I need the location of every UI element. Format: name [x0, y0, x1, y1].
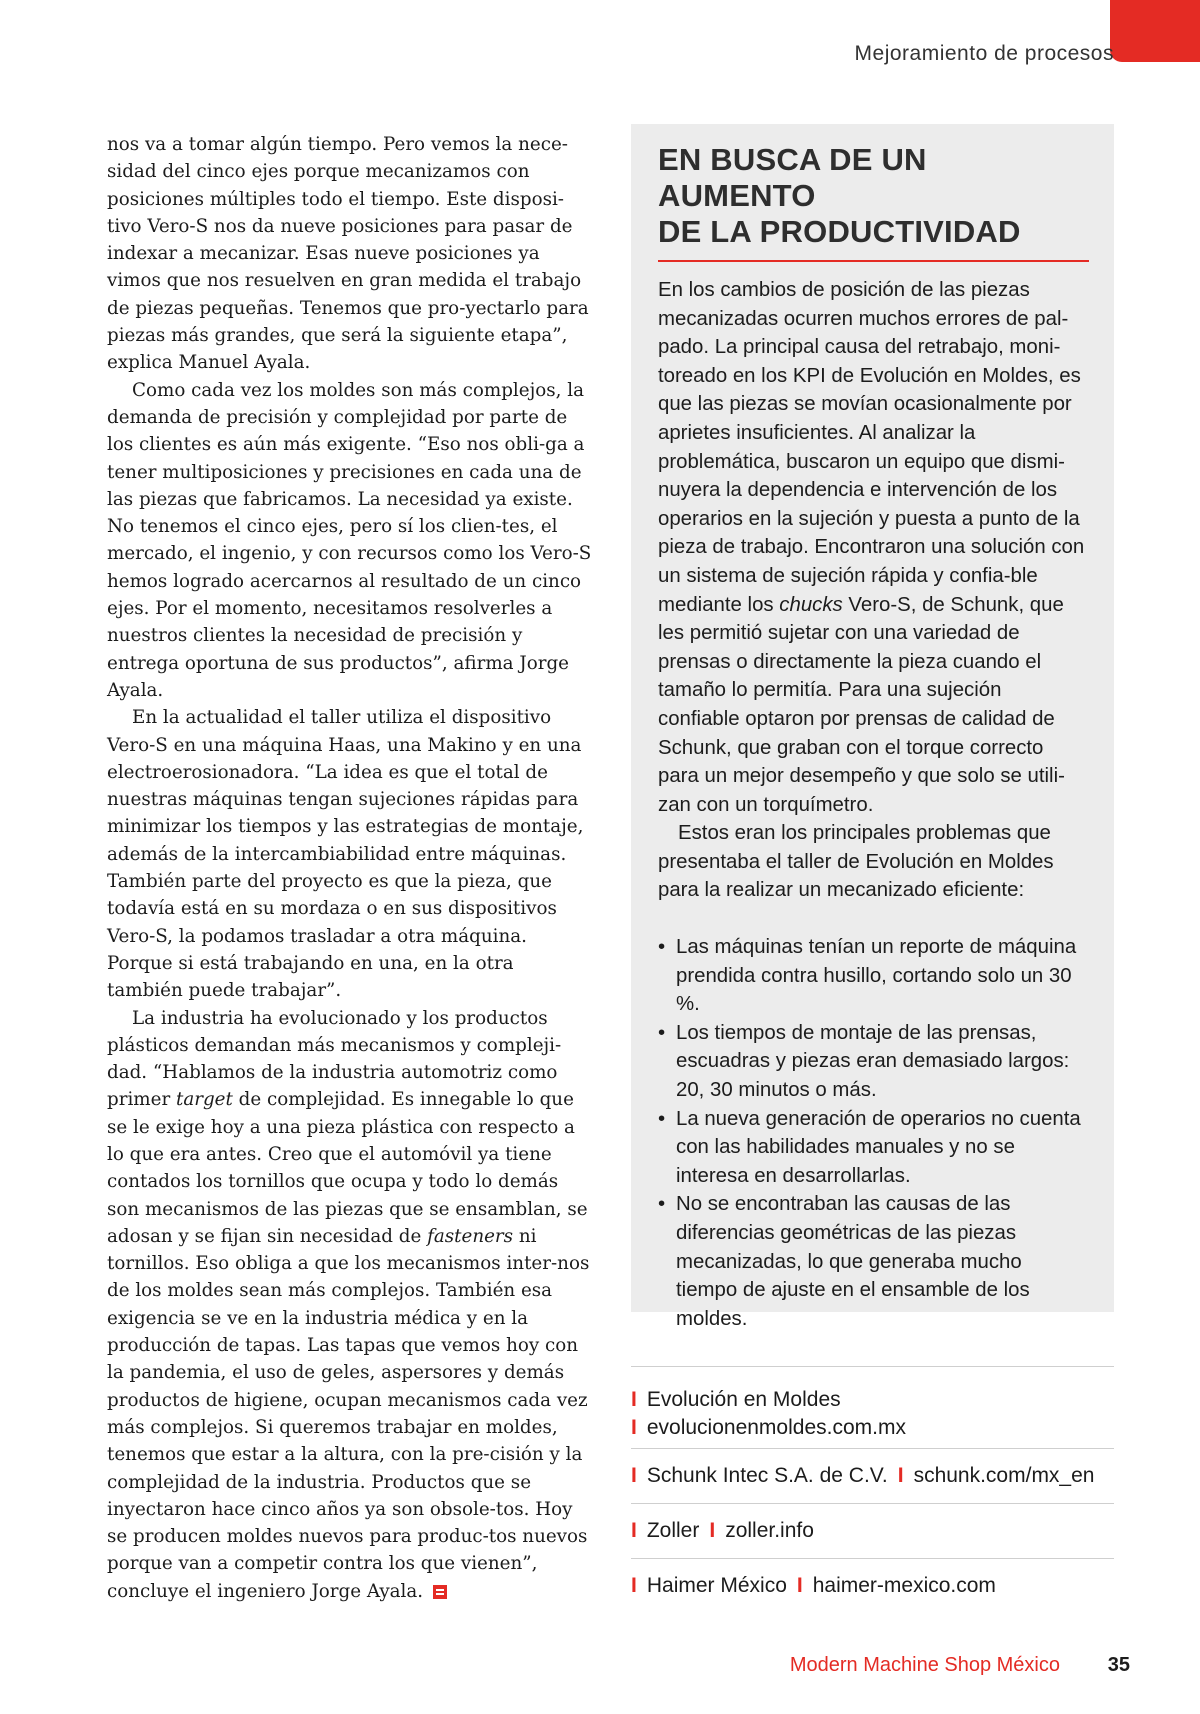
list-item	[658, 1190, 1087, 1333]
italic-term: target	[176, 1089, 233, 1111]
contact-link[interactable]: zoller.info	[725, 1519, 814, 1542]
section-tab	[1110, 0, 1200, 62]
problem-list	[658, 933, 1087, 1333]
italic-term: chucks	[779, 593, 843, 616]
section-title: Mejoramiento de procesos	[854, 42, 1114, 65]
contact-name: Haimer México	[646, 1574, 787, 1597]
contact-row	[631, 1503, 1114, 1558]
text-run: de complejidad. Es innegable lo que se le exige hoy a una pieza plástica con respecto a lo que era antes. Creo que el automóvil ya tiene contados los tornillos que ocupa y todo lo demás son mecanismos de las piezas que se ensamblan, se adosan y se fijan sin necesidad de	[107, 1089, 588, 1247]
contact-link[interactable]: haimer-mexico.com	[812, 1574, 996, 1597]
article-paragraph: En la actualidad el taller utiliza el dispositivo Vero-S en una máquina Haas, una Makino y en una electroerosionadora. “La idea es que el total de nuestras máquinas tengan sujeciones rápidas para minimizar los tiempos y las estrategias de montaje, además de la intercambiabilidad entre máquinas. También parte del proyecto es que la pieza, que todavía está en su mordaza o en sus dispositivos Vero-S, la podamos trasladar a otra máquina. Porque si está trabajando en una, en la otra también puede trabajar”.	[107, 707, 584, 1002]
sidebar-body	[658, 276, 1087, 1333]
bullet-icon: •	[658, 1193, 666, 1216]
separator-bar: I	[631, 1464, 637, 1487]
italic-term: fasteners	[427, 1225, 514, 1247]
text-run: En los cambios de posición de las piezas mecanizadas ocurren muchos errores de pal-pado. La principal causa del retrabajo, moni-toreado en los KPI de Evolución en Moldes, es que las piezas se movían ocasionalmente por aprietes insuficientes. Al analizar la problemática, buscaron un equipo que dismi-nuyera la dependencia e intervención de los operarios en la sujeción y puesta a punto de la pieza de trabajo. Encontraron una solución con un sistema de sujeción rápida y confia-ble mediante los	[658, 279, 1085, 616]
bullet-icon: •	[658, 1107, 666, 1130]
sidebar-paragraph	[658, 276, 1087, 819]
sidebar-paragraph: Estos eran los principales problemas que presentaba el taller de Evolución en Moldes para la realizar un mecanizado eficiente:	[658, 822, 1054, 902]
contact-name: Evolución en Moldes	[646, 1388, 841, 1411]
separator-bar: I	[631, 1388, 637, 1411]
page-number: 35	[1107, 1654, 1130, 1676]
text-run: ni tornillos. Eso obliga a que los mecanismos inter-nos de los moldes sean más complejos. También esa exigencia se ve en la industria médica y en la producción de tapas. Las tapas que vemos hoy con la pandemia, el uso de geles, aspersores y demás productos de higiene, ocupan mecanismos cada vez más complejos. Si queremos trabajar en moldes, tenemos que estar a la altura, con la pre-cisión y la complejidad de la industria. Productos que se inyectaron hace cinco años ya son obsole-tos. Hoy se producen moldes nuevos para produc-tos nuevos porque van a competir contra los que vienen”, concluye el ingeniero Jorge Ayala.	[107, 1225, 590, 1602]
article-end-icon	[433, 1585, 447, 1599]
magazine-name: Modern Machine Shop México	[789, 1654, 1060, 1676]
article-paragraph	[107, 1005, 592, 1606]
list-item-text: La nueva generación de operarios no cuenta con las habilidades manuales y no se interesa en desarrollarlas.	[676, 1107, 1081, 1187]
contact-row	[631, 1366, 1114, 1448]
separator-bar: I	[709, 1519, 716, 1542]
article-paragraph: Como cada vez los moldes son más complejos, la demanda de precisión y complejidad por parte de los clientes es aún más exigente. “Eso nos obli-ga a tener multiposiciones y precisiones en cada una de las piezas que fabricamos. La necesidad ya existe. No tenemos el cinco ejes, pero sí los clien-tes, el mercado, el ingenio, y con recursos como los Vero-S hemos logrado acercarnos al resultado de un cinco ejes. Por el momento, necesitamos resolverles a nuestros clientes la necesidad de precisión y entrega oportuna de sus productos”, afirma Jorge Ayala.	[107, 379, 592, 701]
separator-bar: I	[796, 1574, 803, 1597]
sidebar-title-line: EN BUSCA DE UN AUMENTO	[658, 142, 927, 213]
text-run: La industria ha evolucionado y los productos plásticos demandan más mecanismos y compleji-dad. “Hablamos de la industria automotriz como primer	[107, 1007, 562, 1111]
article-body	[107, 131, 592, 1605]
contact-row	[631, 1448, 1114, 1503]
list-item	[658, 1019, 1087, 1105]
contact-row	[631, 1558, 1114, 1613]
list-item-text: Las máquinas tenían un reporte de máquina prendida contra husillo, cortando solo un 30 %.	[676, 936, 1077, 1016]
contact-link[interactable]: schunk.com/mx_en	[913, 1464, 1095, 1487]
separator-bar: I	[897, 1464, 904, 1487]
contact-list	[631, 1366, 1114, 1613]
text-run: Vero-S, de Schunk, que les permitió sujetar con una variedad de prensas o directamente la pieza cuando el tamaño lo permitía. Para una sujeción confiable optaron por prensas de calidad de Schunk, que graban con el torque correcto para un mejor desempeño y que solo se utili-zan con un torquímetro.	[658, 593, 1065, 816]
contact-link[interactable]: evolucionenmoldes.com.mx	[646, 1416, 906, 1439]
sidebar-box	[631, 124, 1114, 1330]
separator-bar: I	[631, 1574, 637, 1597]
sidebar-title-line: DE LA PRODUCTIVIDAD	[658, 214, 1021, 249]
list-item-text: Los tiempos de montaje de las prensas, escuadras y piezas eran demasiado largos: 20, 30 minutos o más.	[676, 1021, 1070, 1102]
article-paragraph: nos va a tomar algún tiempo. Pero vemos la nece-sidad del cinco ejes porque mecanizamos con posiciones múltiples todo el tiempo. Este disposi-tivo Vero-S nos da nueve posiciones para pasar de indexar a mecanizar. Esas nueve posiciones ya vimos que nos resuelven en gran medida el trabajo de piezas pequeñas. Tenemos que pro-yectarlo para piezas más grandes, que será la siguiente etapa”, explica Manuel Ayala.	[107, 134, 589, 374]
separator-bar: I	[631, 1519, 637, 1542]
contact-name: Zoller	[646, 1519, 700, 1542]
title-divider	[658, 260, 1089, 262]
list-item	[658, 933, 1087, 1019]
list-item	[658, 1105, 1087, 1191]
contact-name: Schunk Intec S.A. de C.V.	[646, 1464, 888, 1487]
bullet-icon: •	[658, 1021, 666, 1044]
list-item-text: No se encontraban las causas de las diferencias geométricas de las piezas mecanizadas, lo que generaba mucho tiempo de ajuste en el ensamble de los moldes.	[676, 1193, 1030, 1330]
separator-bar: I	[631, 1416, 637, 1439]
bullet-icon: •	[658, 936, 666, 959]
sidebar-title	[658, 142, 1087, 260]
